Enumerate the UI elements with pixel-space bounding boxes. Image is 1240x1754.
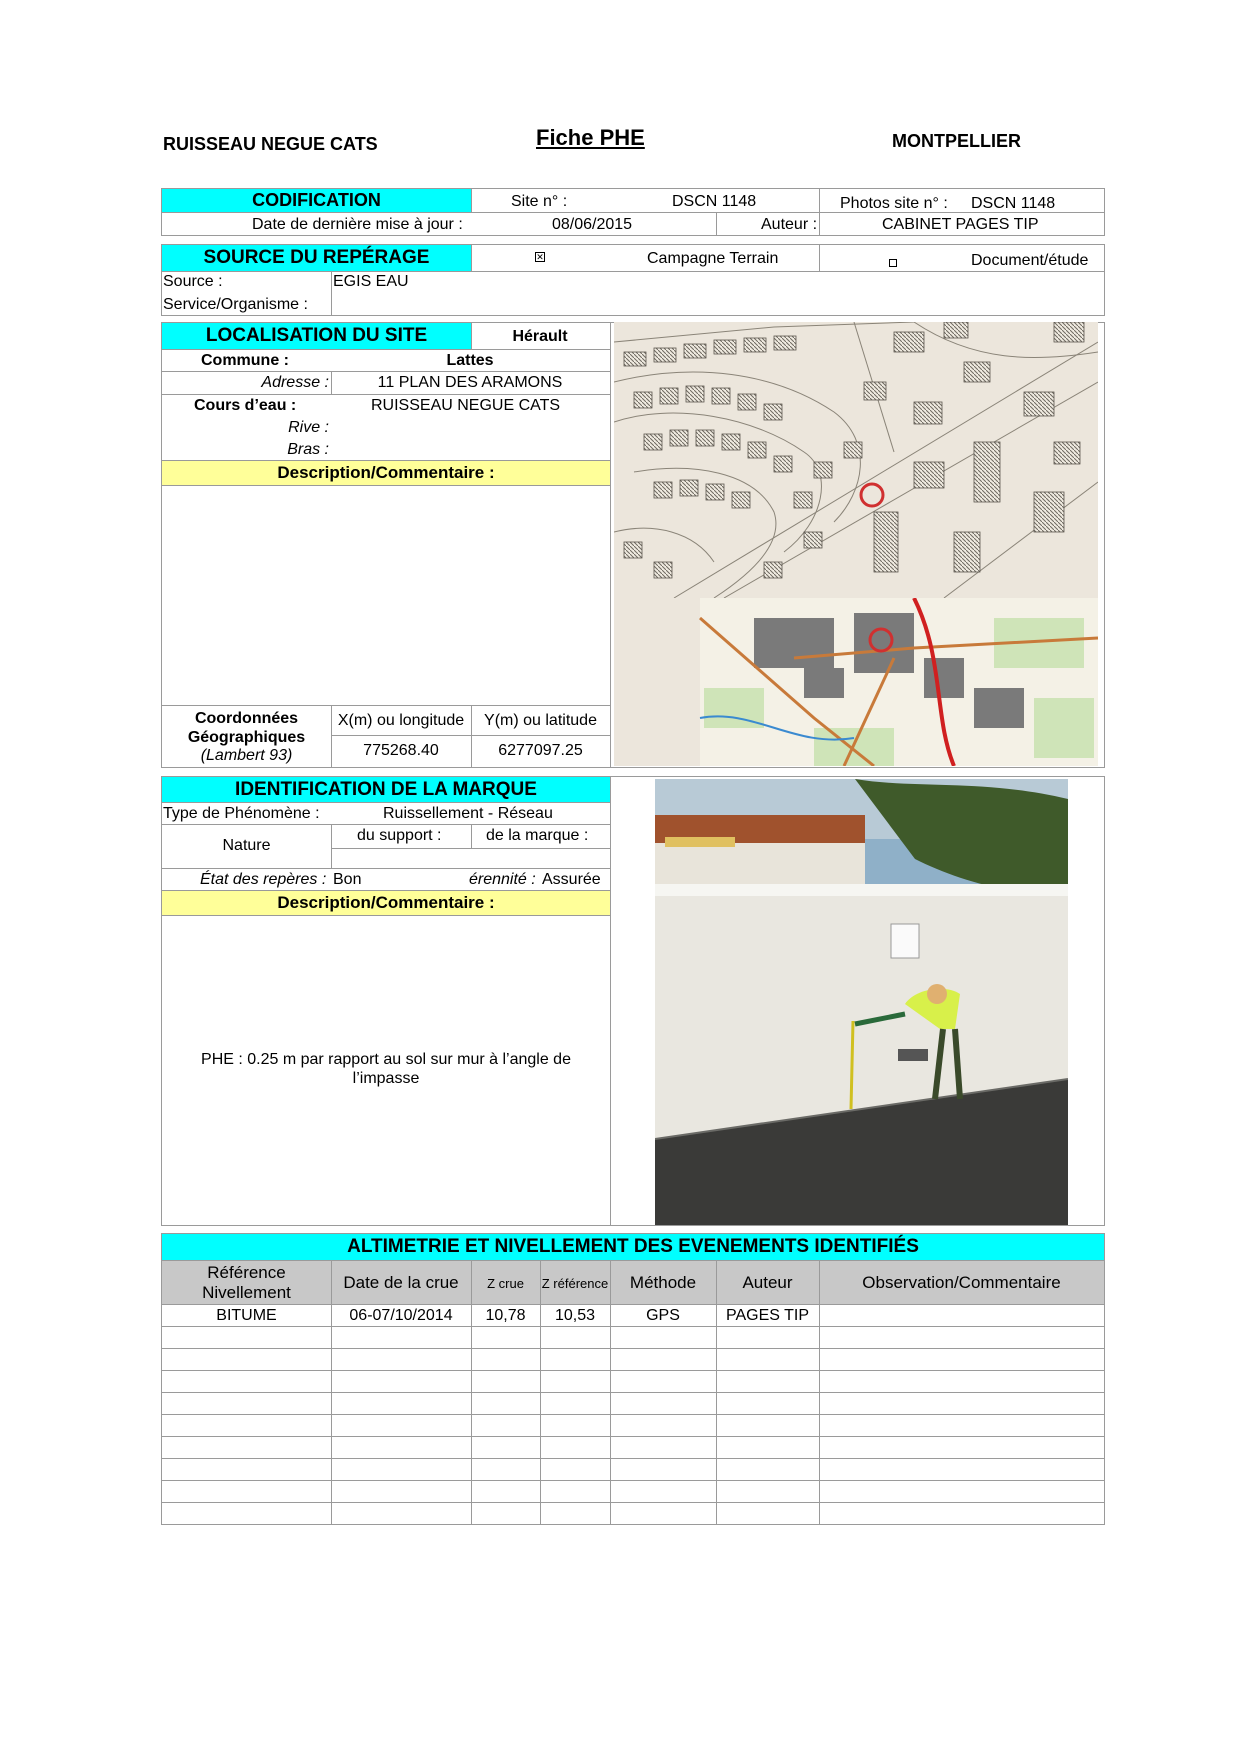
table-cell-zcrue: 10,78 xyxy=(485,1307,526,1324)
localisation-description-heading: Description/Commentaire : xyxy=(277,463,495,482)
cours-eau-label: Cours d’eau : xyxy=(194,397,297,414)
campagne-terrain-label: Campagne Terrain xyxy=(647,250,779,267)
col-header-zcrue: Z crue xyxy=(487,1276,524,1291)
commune-value: Lattes xyxy=(446,352,494,369)
description-text-line-1: PHE : 0.25 m par rapport au sol sur mur à l’angle de xyxy=(201,1051,571,1068)
col-header-methode: Méthode xyxy=(629,1273,697,1292)
date-value: 08/06/2015 xyxy=(552,216,633,233)
type-phenomene-label: Type de Phénomène : xyxy=(163,805,320,822)
codification-heading: CODIFICATION xyxy=(252,190,381,210)
y-value: 6277097.25 xyxy=(498,742,583,759)
coords-label-3: (Lambert 93) xyxy=(200,747,293,764)
city-title: MONTPELLIER xyxy=(892,131,1021,151)
nature-label: Nature xyxy=(222,837,271,854)
col-header-reference-2: Nivellement xyxy=(202,1283,291,1302)
description-text-line-2: l’impasse xyxy=(352,1070,420,1087)
type-phenomene-value: Ruissellement - Réseau xyxy=(383,805,553,822)
cadastral-map xyxy=(614,322,1098,598)
col-header-auteur: Auteur xyxy=(742,1273,793,1292)
source-heading: SOURCE DU REPÉRAGE xyxy=(203,247,430,268)
support-label: du support : xyxy=(357,827,442,844)
identification-description-heading: Description/Commentaire : xyxy=(277,893,495,912)
x-value: 775268.40 xyxy=(363,742,439,759)
col-header-reference-1: Référence xyxy=(207,1263,286,1282)
cours-eau-value: RUISSEAU NEGUE CATS xyxy=(371,397,561,414)
document-etude-label: Document/étude xyxy=(971,252,1089,269)
localisation-heading: LOCALISATION DU SITE xyxy=(205,325,428,346)
marque-label: de la marque : xyxy=(486,827,589,844)
y-header: Y(m) ou latitude xyxy=(484,712,597,729)
etat-reperes-value: Bon xyxy=(333,871,362,888)
adresse-label: Adresse : xyxy=(261,374,329,391)
site-value: DSCN 1148 xyxy=(672,193,757,210)
adresse-value: 11 PLAN DES ARAMONS xyxy=(377,374,563,391)
topographic-map xyxy=(614,598,1098,766)
river-title: RUISSEAU NEGUE CATS xyxy=(163,134,378,154)
campagne-terrain-checkbox[interactable]: ✕ xyxy=(536,252,544,262)
site-label: Site n° : xyxy=(511,193,568,210)
rive-label: Rive : xyxy=(288,419,329,436)
photos-label: Photos site n° : xyxy=(840,195,948,212)
table-cell-auteur: PAGES TIP xyxy=(726,1307,809,1324)
source-value: EGIS EAU xyxy=(333,273,409,290)
author-value: CABINET PAGES TIP xyxy=(882,216,1039,233)
col-header-observation: Observation/Commentaire xyxy=(862,1273,1061,1292)
col-header-zref: Z référence xyxy=(541,1276,609,1291)
document-title: Fiche PHE xyxy=(536,125,645,150)
col-header-date: Date de la crue xyxy=(343,1273,459,1292)
table-cell-zref: 10,53 xyxy=(554,1307,596,1324)
site-photo xyxy=(655,779,1068,1225)
commune-label: Commune : xyxy=(201,352,289,369)
department: Hérault xyxy=(512,328,568,345)
etat-reperes-label: État des repères : xyxy=(200,871,327,888)
coords-label-1: Coordonnées xyxy=(194,710,299,727)
author-label: Auteur : xyxy=(761,216,818,233)
x-header: X(m) ou longitude xyxy=(337,712,465,729)
identification-heading: IDENTIFICATION DE LA MARQUE xyxy=(235,779,537,800)
table-cell-methode: GPS xyxy=(646,1307,680,1324)
table-cell-reference: BITUME xyxy=(216,1307,277,1324)
photos-value: DSCN 1148 xyxy=(971,195,1056,212)
altimetrie-heading: ALTIMETRIE ET NIVELLEMENT DES EVENEMENTS IDENTIFIÉS xyxy=(347,1236,919,1257)
coords-label-2: Géographiques xyxy=(187,729,306,746)
date-label: Date de dernière mise à jour : xyxy=(252,216,463,233)
bras-label: Bras : xyxy=(287,441,329,458)
perennite-label: érennité : xyxy=(469,871,536,888)
document-etude-checkbox[interactable] xyxy=(889,259,897,267)
table-cell-date: 06-07/10/2014 xyxy=(349,1307,453,1324)
service-label: Service/Organisme : xyxy=(163,296,308,313)
source-label: Source : xyxy=(163,273,223,290)
perennite-value: Assurée xyxy=(542,871,601,888)
